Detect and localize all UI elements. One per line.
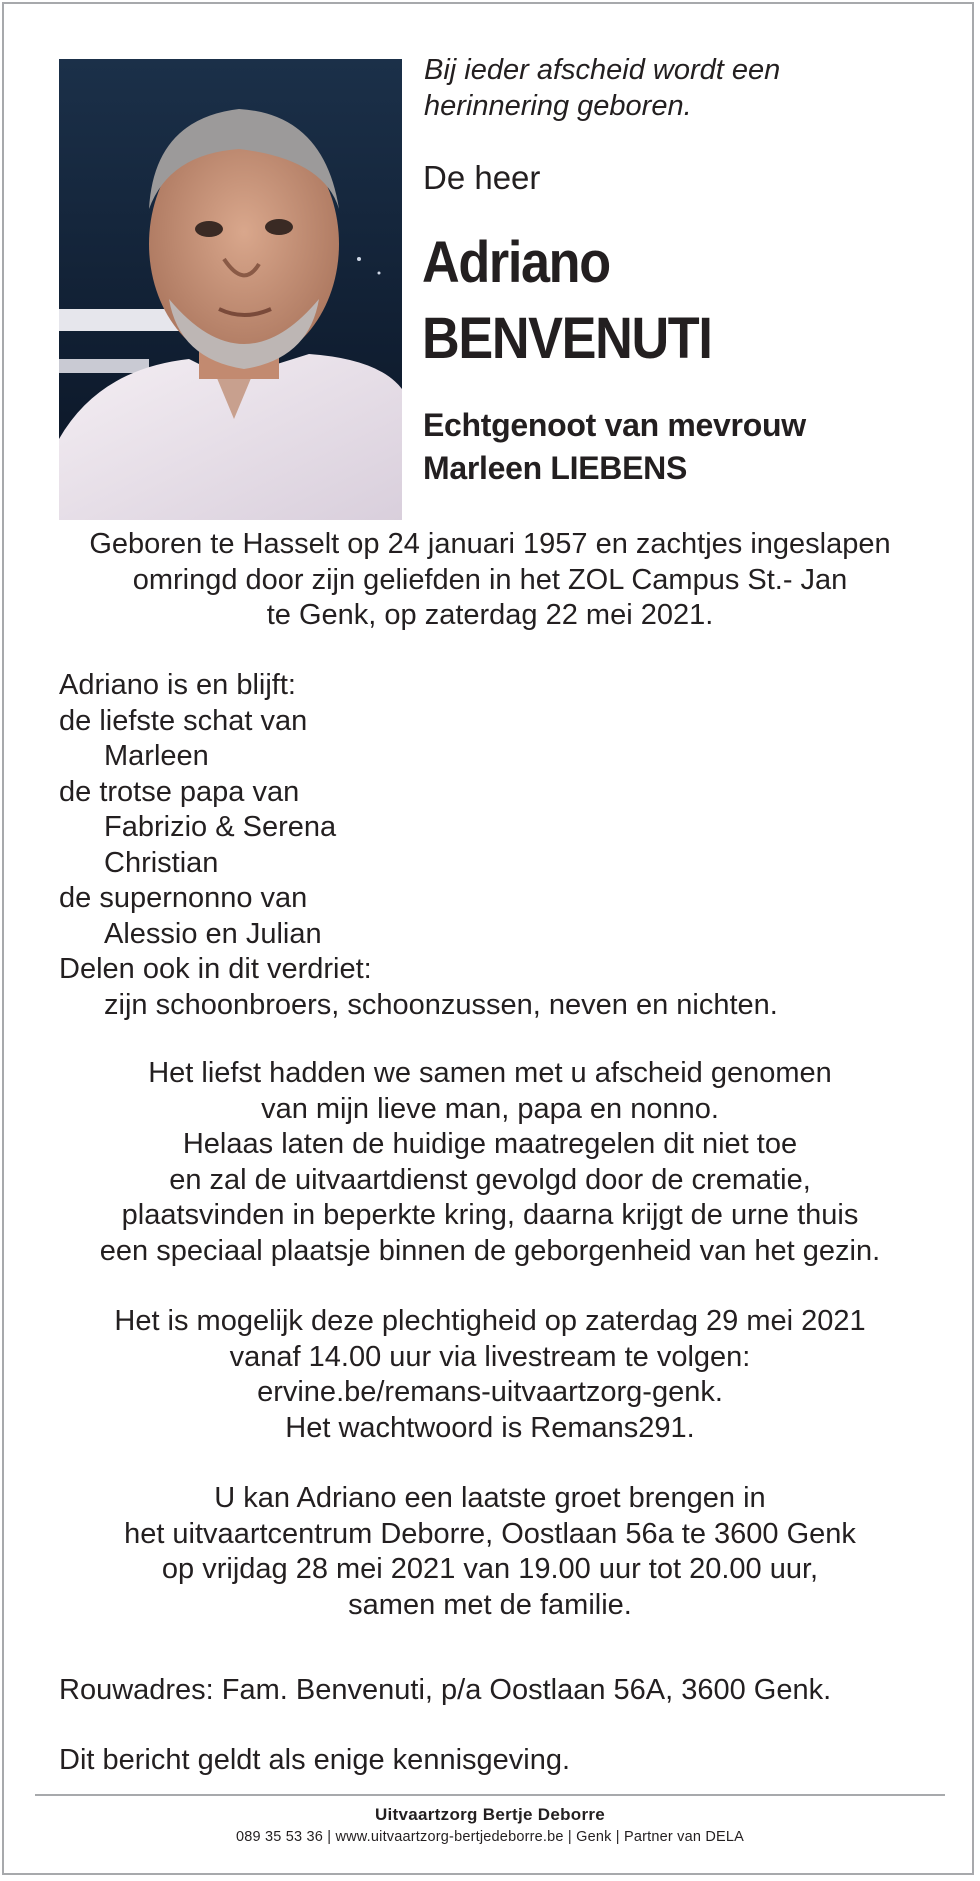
visit-line: het uitvaartcentrum Deborre, Oostlaan 56a te 3600 Genk (124, 1517, 856, 1550)
livestream-link[interactable]: ervine.be/remans-uitvaartzorg-genk. (257, 1376, 723, 1408)
family-line: Delen ook in dit verdriet: (59, 953, 372, 985)
visit-line: op vrijdag 28 mei 2021 van 19.00 uur tot 20.00 uur, (161, 1553, 819, 1585)
farewell-line: en zal de uitvaartdienst gevolgd door de crematie, (169, 1163, 811, 1196)
quote-line: Bij ieder afscheid wordt een (424, 54, 781, 86)
funeral-home-contact: 089 35 53 36 | www.uitvaartzorg-bertjedeborre.be | Genk | Partner van DELA (235, 1829, 745, 1845)
notice-text: Dit bericht geldt als enige kennisgeving. (59, 1744, 571, 1776)
condolence-address: Rouwadres: Fam. Benvenuti, p/a Oostlaan 56A, 3600 Genk. (59, 1674, 832, 1706)
portrait-photo (59, 59, 402, 520)
memorial-quote (424, 52, 844, 124)
farewell-line: Het liefst hadden we samen met u afscheid genomen (148, 1057, 832, 1089)
family-list (59, 668, 939, 1023)
salutation: De heer (423, 159, 541, 196)
farewell-line: plaatsvinden in beperkte kring, daarna krijgt de urne thuis (121, 1199, 859, 1231)
family-line: de supernonno van (59, 882, 308, 914)
family-line: de trotse papa van (59, 775, 300, 808)
family-line: zijn schoonbroers, schoonzussen, neven en nichten. (104, 988, 778, 1021)
farewell-paragraph (40, 1056, 940, 1269)
livestream-line: Het wachtwoord is Remans291. (285, 1411, 695, 1444)
visit-paragraph (40, 1481, 940, 1623)
family-line: Alessio en Julian (104, 917, 322, 950)
quote-line: herinnering geboren. (424, 90, 692, 122)
family-line: de liefste schat van (59, 704, 308, 737)
family-line: Marleen (104, 740, 209, 772)
livestream-line: Het is mogelijk deze plechtigheid op zaterdag 29 mei 2021 (114, 1305, 866, 1337)
family-line: Adriano is en blijft: (59, 669, 296, 701)
family-line: Christian (104, 846, 219, 879)
first-name: Adriano (422, 230, 610, 295)
deceased-name (422, 225, 711, 377)
farewell-line: van mijn lieve man, papa en nonno. (261, 1092, 719, 1125)
livestream-line: vanaf 14.00 uur via livestream te volgen: (229, 1340, 751, 1373)
last-name: BENVENUTI (422, 306, 712, 371)
spouse-info (423, 404, 806, 490)
spouse-line: Marleen LIEBENS (423, 450, 688, 486)
birth-paragraph (40, 527, 940, 634)
funeral-home-name: Uitvaartzorg Bertje Deborre (374, 1805, 606, 1824)
birth-line: Geboren te Hasselt op 24 januari 1957 en zachtjes ingeslapen (89, 528, 891, 560)
livestream-paragraph (40, 1304, 940, 1446)
spouse-line: Echtgenoot van mevrouw (423, 407, 806, 443)
family-line: Fabrizio & Serena (104, 811, 337, 843)
farewell-line: Helaas laten de huidige maatregelen dit niet toe (182, 1128, 798, 1160)
farewell-line: een speciaal plaatsje binnen de geborgenheid van het gezin. (99, 1234, 881, 1267)
footer-divider (35, 1794, 945, 1796)
birth-line: te Genk, op zaterdag 22 mei 2021. (266, 599, 714, 631)
birth-line: omringd door zijn geliefden in het ZOL Campus St.- Jan (132, 563, 848, 596)
visit-line: samen met de familie. (348, 1588, 632, 1621)
visit-line: U kan Adriano een laatste groet brengen in (214, 1482, 766, 1514)
